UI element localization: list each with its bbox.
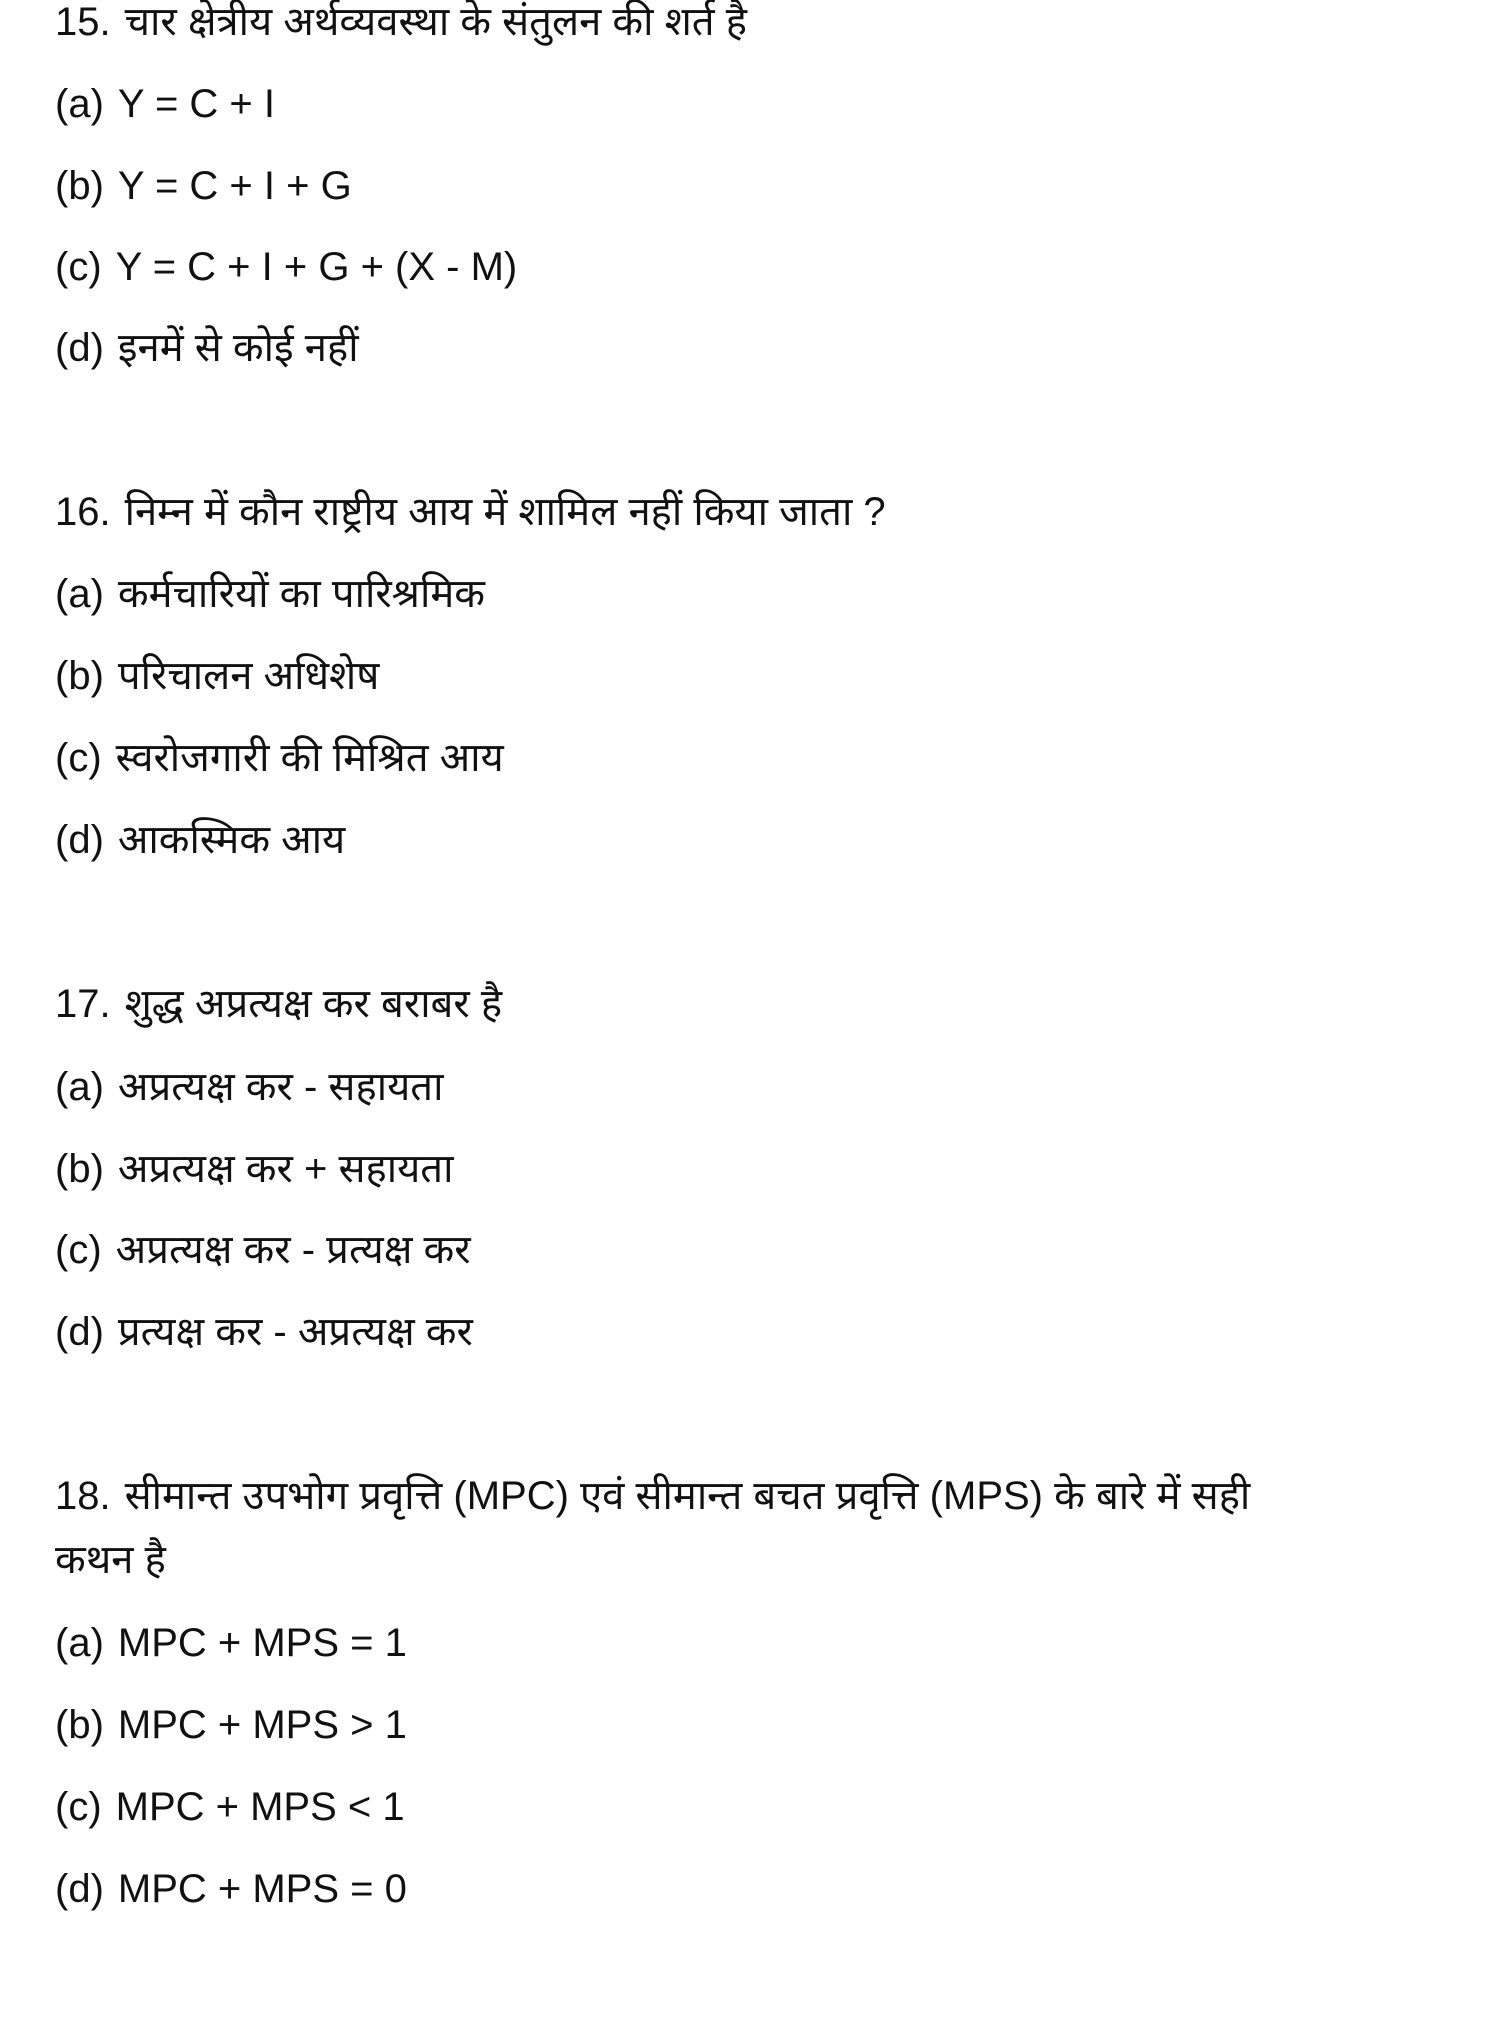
option-text: Y = C + I bbox=[117, 82, 276, 126]
option-17b bbox=[55, 1145, 453, 1193]
option-text: MPC + MPS = 0 bbox=[117, 1867, 407, 1911]
option-text: MPC + MPS < 1 bbox=[115, 1785, 405, 1829]
option-text: इनमें से कोई नहीं bbox=[117, 326, 359, 370]
option-label: (d) bbox=[55, 818, 104, 862]
option-text: परिचालन अधिशेष bbox=[117, 654, 380, 698]
option-text: Y = C + I + G + (X - M) bbox=[115, 245, 518, 289]
option-text: अप्रत्यक्ष कर - प्रत्यक्ष कर bbox=[115, 1228, 471, 1272]
option-16c bbox=[55, 734, 504, 782]
option-label: (a) bbox=[55, 82, 104, 126]
option-16d bbox=[55, 816, 345, 864]
option-18d bbox=[55, 1865, 407, 1913]
option-text: आकस्मिक आय bbox=[117, 818, 346, 862]
question-15 bbox=[55, 0, 747, 46]
option-label: (c) bbox=[55, 1785, 102, 1829]
option-text: MPC + MPS > 1 bbox=[117, 1703, 407, 1747]
question-number: 17. bbox=[55, 982, 111, 1026]
option-15a bbox=[55, 80, 275, 128]
question-18-continued bbox=[55, 1536, 166, 1584]
question-text: निम्न में कौन राष्ट्रीय आय में शामिल नहीं किया जाता ? bbox=[124, 490, 886, 534]
option-label: (a) bbox=[55, 1621, 104, 1665]
question-16 bbox=[55, 488, 886, 536]
option-17a bbox=[55, 1063, 443, 1111]
option-label: (b) bbox=[55, 164, 104, 208]
option-text: कर्मचारियों का पारिश्रमिक bbox=[117, 572, 485, 616]
option-label: (d) bbox=[55, 1310, 104, 1354]
option-15c bbox=[55, 243, 517, 291]
question-number: 15. bbox=[55, 0, 111, 44]
option-label: (b) bbox=[55, 1703, 104, 1747]
option-label: (c) bbox=[55, 736, 102, 780]
question-text: शुद्ध अप्रत्यक्ष कर बराबर है bbox=[124, 982, 503, 1026]
option-16b bbox=[55, 652, 379, 700]
option-label: (c) bbox=[55, 245, 102, 289]
question-number: 18. bbox=[55, 1474, 111, 1518]
option-15b bbox=[55, 162, 352, 210]
question-text: चार क्षेत्रीय अर्थव्यवस्था के संतुलन की शर्त है bbox=[124, 0, 747, 44]
option-label: (b) bbox=[55, 654, 104, 698]
option-17d bbox=[55, 1308, 473, 1356]
option-18a bbox=[55, 1619, 407, 1667]
option-text: प्रत्यक्ष कर - अप्रत्यक्ष कर bbox=[117, 1310, 473, 1354]
question-17 bbox=[55, 980, 502, 1028]
option-label: (c) bbox=[55, 1228, 102, 1272]
option-label: (d) bbox=[55, 326, 104, 370]
option-text: MPC + MPS = 1 bbox=[117, 1621, 407, 1665]
option-text: अप्रत्यक्ष कर + सहायता bbox=[117, 1147, 454, 1191]
option-label: (b) bbox=[55, 1147, 104, 1191]
question-text-continued: कथन है bbox=[55, 1538, 166, 1582]
option-text: Y = C + I + G bbox=[117, 164, 352, 208]
option-17c bbox=[55, 1226, 471, 1274]
question-18 bbox=[55, 1472, 1250, 1520]
option-text: स्वरोजगारी की मिश्रित आय bbox=[115, 736, 504, 780]
option-label: (a) bbox=[55, 1065, 104, 1109]
question-number: 16. bbox=[55, 490, 111, 534]
option-18c bbox=[55, 1783, 405, 1831]
question-text: सीमान्त उपभोग प्रवृत्ति (MPC) एवं सीमान्त बचत प्रवृत्ति (MPS) के बारे में सही bbox=[124, 1474, 1251, 1518]
option-label: (a) bbox=[55, 572, 104, 616]
option-15d bbox=[55, 324, 359, 372]
option-18b bbox=[55, 1701, 407, 1749]
option-16a bbox=[55, 570, 485, 618]
option-label: (d) bbox=[55, 1867, 104, 1911]
option-text: अप्रत्यक्ष कर - सहायता bbox=[117, 1065, 444, 1109]
